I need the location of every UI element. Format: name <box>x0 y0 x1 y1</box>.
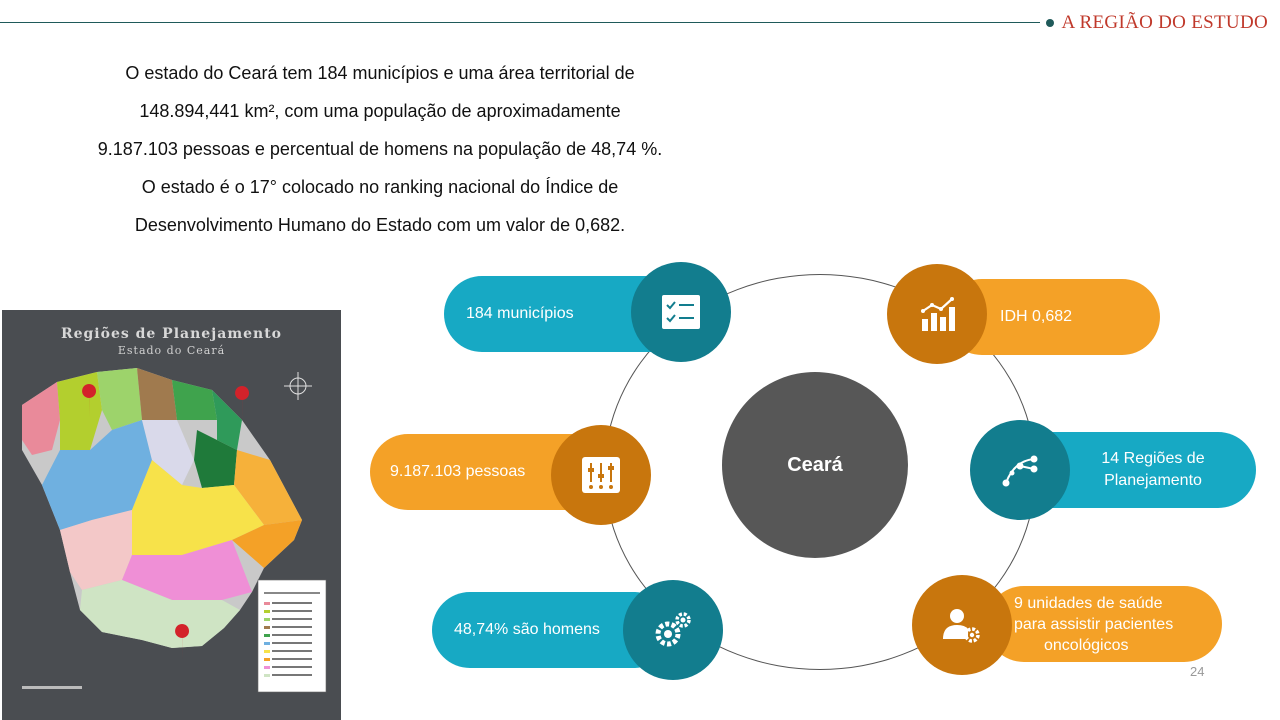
header <box>1046 12 1268 34</box>
regioes-label-line1: 14 Regiões de <box>1101 450 1205 467</box>
page-number: 24 <box>1190 664 1205 679</box>
saude-badge <box>912 575 1012 675</box>
gears-icon <box>652 610 694 650</box>
regioes-badge <box>970 420 1070 520</box>
intro-line: Desenvolvimento Humano do Estado com um valor de 0,682. <box>134 215 626 235</box>
saude-label-line2: para assistir pacientes <box>1014 615 1174 633</box>
pessoas-badge <box>551 425 651 525</box>
pessoas-label: 9.187.103 pessoas <box>390 463 526 480</box>
idh-badge <box>887 264 987 364</box>
center-node: Ceará <box>722 372 908 558</box>
intro-line: 148.894,441 km², com uma população de aproximadamente <box>139 101 621 121</box>
page-title: A REGIÃO DO ESTUDO <box>1061 12 1268 33</box>
saude-pill <box>986 586 1222 662</box>
bar-chart-icon <box>917 295 957 333</box>
ceara-regions-map <box>2 310 341 720</box>
municipios-label: 184 municípios <box>466 305 574 322</box>
saude-label-line3: oncológicos <box>1044 636 1129 654</box>
user-gear-icon <box>941 605 983 645</box>
homens-badge <box>623 580 723 680</box>
map-subtitle: Estado do Ceará <box>117 344 226 357</box>
idh-label: IDH 0,682 <box>1000 308 1073 325</box>
header-rule <box>0 22 1040 23</box>
intro-paragraph <box>30 54 730 244</box>
intro-line: 9.187.103 pessoas e percentual de homens na população de 48,74 %. <box>97 139 663 159</box>
intro-line: O estado é o 17° colocado no ranking nacional do Índice de <box>141 177 619 197</box>
sliders-icon <box>581 456 621 494</box>
municipios-badge <box>631 262 731 362</box>
regioes-label-line2: Planejamento <box>1104 472 1202 489</box>
intro-line: O estado do Ceará tem 184 municípios e uma área territorial de <box>125 63 635 83</box>
checklist-icon <box>661 294 701 330</box>
header-bullet <box>1046 19 1054 27</box>
network-icon <box>1000 451 1040 489</box>
map-title: Regiões de Planejamento <box>60 326 283 342</box>
map-graphic <box>2 310 341 720</box>
homens-label: 48,74% são homens <box>454 621 600 638</box>
saude-label-line1: 9 unidades de saúde <box>1014 594 1163 612</box>
